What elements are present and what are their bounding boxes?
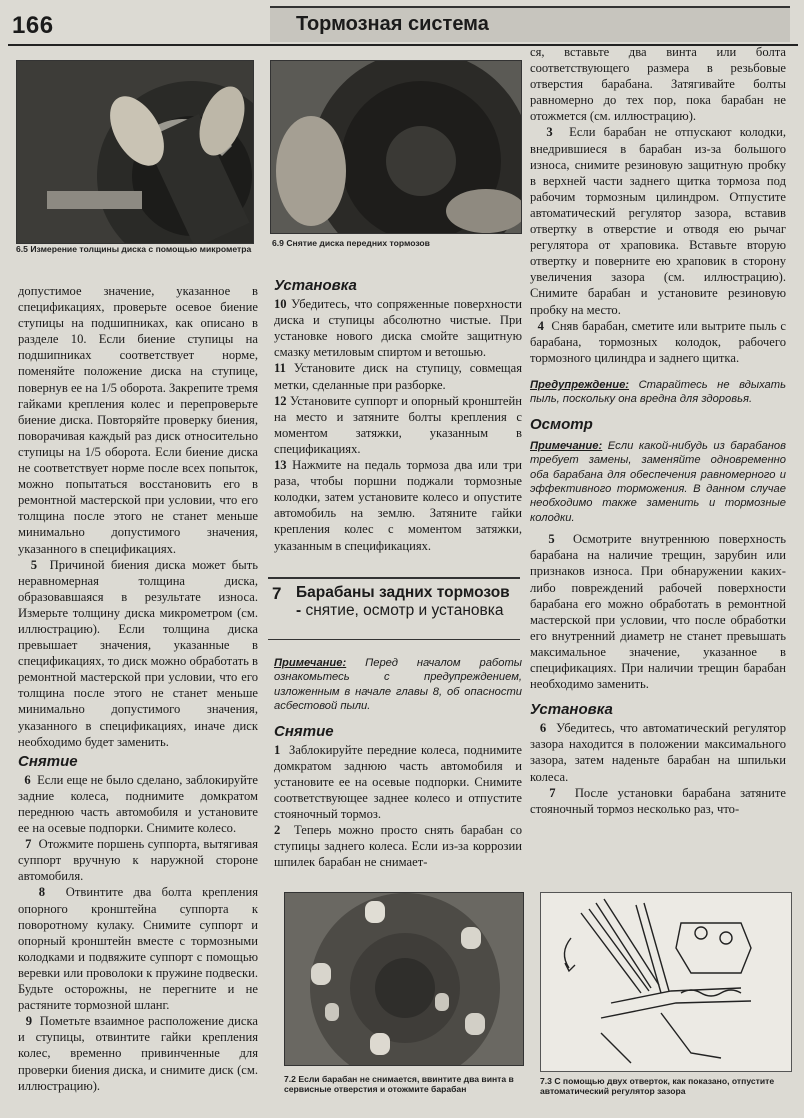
note-label: Примечание: bbox=[530, 439, 603, 452]
paragraph-7 bbox=[18, 836, 258, 884]
paragraph-number: 10 bbox=[274, 297, 287, 312]
paragraph-13 bbox=[274, 457, 522, 554]
illustration-adjuster bbox=[540, 892, 792, 1072]
paragraph-number: 13 bbox=[274, 458, 287, 473]
warning-label: Предупреждение: bbox=[530, 378, 630, 391]
paragraph-continuation-3: ся, вставьте два винта или болта соответствующего размера в резьбовые отверстия барабана. Затягивайте болты равномерно до тех пор, пока барабан не отожмется (см. иллюстрацию). bbox=[530, 45, 786, 124]
paragraph-9 bbox=[18, 1013, 258, 1093]
paragraph-text: Установите диск на ступицу, совмещая метки, сделанные при разборке. bbox=[274, 361, 522, 392]
warning-text: Старайтесь не вдыхать пыль, поскольку она вредна для здоровья. bbox=[530, 378, 786, 406]
note-asbestos bbox=[274, 656, 522, 714]
column-2-upper bbox=[274, 274, 522, 554]
section-title-rest: снятие, осмотр и установка bbox=[301, 602, 504, 619]
warning-dust bbox=[530, 378, 786, 407]
column-2-lower bbox=[274, 656, 522, 870]
paragraph-number: 5 bbox=[548, 532, 555, 547]
paragraph-3 bbox=[530, 124, 786, 317]
paragraph-text: Если еще не было сделано, заблокируйте задние колеса, поднимите домкратом переднюю часть автомобиля и установите ее на осевые подпорки. Снимите колесо. bbox=[18, 772, 259, 836]
section-title-bold: Барабаны задних тормозов - bbox=[296, 584, 510, 619]
column-1 bbox=[18, 283, 258, 1094]
caption-fig-7-3: 7.3 С помощью двух отверток, как показано, отпустите автоматический регулятор зазора bbox=[540, 1076, 775, 1096]
paragraph-number: 8 bbox=[38, 885, 46, 900]
paragraph-number: 12 bbox=[274, 393, 287, 408]
paragraph-5 bbox=[18, 557, 258, 750]
paragraph-number: 2 bbox=[274, 823, 281, 838]
paragraph-11 bbox=[274, 360, 522, 392]
paragraph-number: 11 bbox=[274, 361, 286, 376]
paragraph-text: Нажмите на педаль тормоза два или три раза, чтобы поршни поджали тормозные колодки, затем установите колесо и опустите автомобиль на землю. Затяните гайки крепления колес с моментом затяжки, указанным в спецификациях. bbox=[274, 458, 522, 553]
paragraph-text: Убедитесь, что автоматический регулятор зазора находится в положении максимального зазора, затем наденьте барабан на шпильки колеса. bbox=[530, 721, 786, 784]
paragraph-2 bbox=[274, 822, 522, 870]
subheading-install-3: Установка bbox=[530, 701, 613, 719]
column-3 bbox=[530, 44, 786, 817]
paragraph-number: 4 bbox=[537, 318, 544, 333]
paragraph-5b bbox=[530, 531, 786, 692]
caption-fig-6-9: 6.9 Снятие диска передних тормозов bbox=[272, 238, 430, 248]
paragraph-number: 6 bbox=[539, 721, 547, 736]
paragraph-number: 6 bbox=[24, 772, 31, 787]
paragraph-text: Осмотрите внутреннюю поверхность барабана на наличие трещин, зарубин или признаков износа. При обнаружении каких-либо повреждений рабочей поверхности барабана его можно обработать в ремонтной мастерской при условии, что после обработки его внутренний диаметр не станет превышать максимальное значение, указанное в спецификациях. При наличии трещин барабан необходимо заменить. bbox=[530, 532, 786, 692]
photo-micrometer-disc bbox=[16, 60, 254, 244]
paragraph-4 bbox=[530, 318, 786, 366]
paragraph-number: 9 bbox=[25, 1014, 33, 1029]
paragraph-1 bbox=[274, 742, 522, 822]
note-drums bbox=[530, 439, 786, 525]
paragraph-text: Убедитесь, что сопряженные поверхности диска и ступицы абсолютно чистые. При установке нового диска смойте защитную смазку метиловым спиртом и ветошью. bbox=[274, 297, 522, 360]
page-number: 166 bbox=[12, 12, 54, 39]
subheading-removal: Снятие bbox=[18, 752, 78, 770]
paragraph-text: Если барабан не отпускают колодки, внедрившиеся в барабан из-за большого износа, снимите резиновую защитную пробку в верхней части заднего щитка тормоза под рабочим тормозным цилиндром. Отпустите автоматический регулятор зазора, вставив отвертку в отверстие и отводя ею рычаг регулятора от храповика. Вставьте вторую отвертку и поверните ею храповик в сторону увеличения зазора (см. иллюстрацию). Снимите барабан и установите резиновую пробку на место. bbox=[530, 125, 786, 317]
paragraph-text: Отвинтите два болта крепления опорного кронштейна суппорта к поворотному кулаку. Снимите суппорт и опорный кронштейн вместе с тормозными колодками и подвяжите суппорт с помощью веревки или проволоки к пружине подвески. Будьте осторожны, не перегните и не растяните тормозной шланг. bbox=[18, 885, 259, 1013]
section-title-text bbox=[296, 584, 518, 620]
note-text: Перед началом работы ознакомьтесь с предупреждением, изложенным в начале главы 8, об опасности асбестовой пыли. bbox=[274, 657, 522, 713]
subheading-install: Установка bbox=[274, 277, 357, 294]
paragraph-8 bbox=[18, 884, 258, 1013]
subheading-inspect: Осмотр bbox=[530, 415, 593, 433]
paragraph-number: 3 bbox=[546, 125, 553, 140]
subheading-removal-2: Снятие bbox=[274, 722, 334, 740]
paragraph-6b bbox=[530, 720, 786, 784]
paragraph-text: Отожмите поршень суппорта, вытягивая суппорт вручную к наружной стороне автомобиля. bbox=[18, 837, 258, 884]
paragraph-text: Причиной биения диска может быть неравномерная толщина диска, образовавшаяся в результате износа. Измерьте толщину диска микрометром (см. иллюстрацию). Если толщина диска превышает значения, указанные в спецификациях, то диск можно обработать в ремонтной мастерской при условии, что его толщина после этого не станет меньше минимально допустимого значения, указанного в спецификациях, иначе диск необходимо будет заменить. bbox=[18, 557, 258, 749]
paragraph-text: После установки барабана затяните стояночный тормоз несколько раз, что- bbox=[530, 785, 787, 816]
paragraph-number: 7 bbox=[25, 837, 32, 852]
paragraph-10 bbox=[274, 296, 522, 360]
section-title: Тормозная система bbox=[270, 6, 790, 42]
paragraph-7b bbox=[530, 785, 786, 817]
paragraph-number: 1 bbox=[274, 742, 281, 757]
paragraph-continuation: допустимое значение, указанное в спецификациях, проверьте осевое биение ступицы на подшипниках, как описано в разделе 10. Если биение ступицы на подшипниках соответствует норме, поменяйте положение диска на ступице, повернув ее на 1/5 оборота. Закрепите тремя гайками крепления колес и перепроверьте биение диска. Повторяйте проверку биения, поворачивая каждый раз диск относительно ступицы на 1/5 оборота. Если биение диска не соответствует норме после всех попыток, можно попытаться восстановить его в ремонтной мастерской при условии, что его толщина после этого не станет меньше минимально допустимого значения, указанного в спецификациях. bbox=[18, 284, 258, 556]
caption-fig-6-5: 6.5 Измерение толщины диска с помощью микрометра bbox=[16, 244, 252, 254]
caption-fig-7-2: 7.2 Если барабан не снимается, ввинтите два винта в сервисные отверстия и отожмите барабан bbox=[284, 1074, 514, 1094]
section-number: 7 bbox=[272, 584, 282, 603]
note-label: Примечание: bbox=[274, 657, 347, 669]
paragraph-number: 5 bbox=[30, 557, 37, 572]
paragraph-12 bbox=[274, 393, 522, 457]
paragraph-text: Установите суппорт и опорный кронштейн на место и затяните болты крепления с моментом затяжки, указанным в спецификациях. bbox=[274, 393, 522, 456]
photo-drum-screws bbox=[284, 892, 524, 1066]
section-7-heading bbox=[268, 577, 520, 640]
note-text: Если какой-нибудь из барабанов требует замены, заменяйте одновременно оба барабана для обеспечения равномерного и эффективного торможения. В данном случае необходимо также заменить и тормозные колодки. bbox=[530, 439, 786, 524]
paragraph-6 bbox=[18, 772, 258, 836]
photo-front-disc-removal bbox=[270, 60, 522, 234]
paragraph-text: Заблокируйте передние колеса, поднимите домкратом заднюю часть автомобиля и установите ее на осевые подпорки. Снимите соответствующее заднее колесо и отпустите стояночный тормоз. bbox=[274, 742, 522, 822]
paragraph-number: 7 bbox=[549, 785, 556, 800]
paragraph-text: Пометьте взаимное расположение диска и ступицы, отвинтите гайки крепления колес, временно привинченные для проверки биения диска, и снимите диск (см. иллюстрацию). bbox=[18, 1014, 258, 1093]
paragraph-text: Сняв барабан, сметите или вытрите пыль с барабана, тормозных колодок, рабочего тормозного цилиндра и заднего щитка. bbox=[530, 318, 787, 365]
paragraph-text: Теперь можно просто снять барабан со ступицы заднего колеса. Если из-за коррозии шпилек барабан не снимает- bbox=[274, 823, 523, 870]
